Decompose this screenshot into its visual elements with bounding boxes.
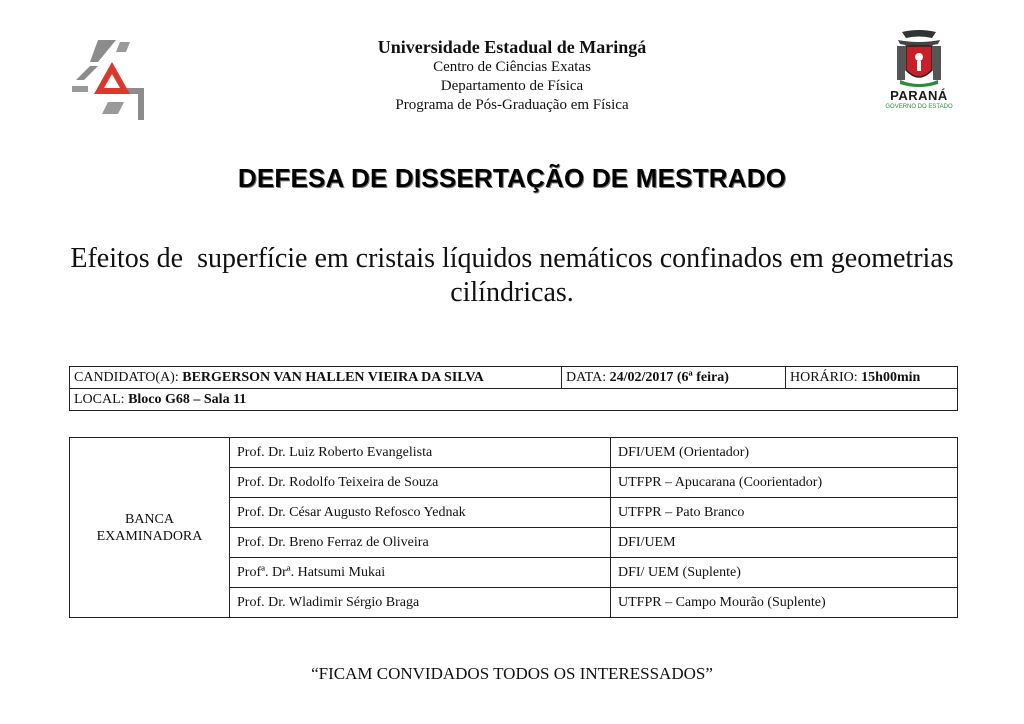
candidate-label: CANDIDATO(A): [74, 369, 179, 385]
invitation-text: “FICAM CONVIDADOS TODOS OS INTERESSADOS” [311, 664, 713, 683]
member-affiliation: UTFPR – Apucarana (Coorientador) [611, 468, 958, 498]
institution-header [300, 36, 724, 115]
committee-label-line1: BANCA [124, 511, 174, 527]
committee-label-line2: EXAMINADORA [96, 528, 203, 544]
member-affiliation: DFI/ UEM (Suplente) [611, 558, 958, 588]
location-value: Bloco G68 – Sala 11 [128, 391, 247, 407]
member-affiliation: DFI/UEM [611, 528, 958, 558]
page-title: DEFESA DE DISSERTAÇÃO DE MESTRADO [237, 163, 787, 193]
date-cell [562, 367, 786, 389]
member-name: Prof. Dr. Wladimir Sérgio Braga [230, 588, 611, 618]
member-name: Prof. Dr. Rodolfo Teixeira de Souza [230, 468, 611, 498]
committee-label [70, 438, 230, 618]
university-name: Universidade Estadual de Maringá [377, 37, 647, 57]
member-name: Prof. Dr. César Augusto Refosco Yednak [230, 498, 611, 528]
time-label: HORÁRIO: [790, 369, 858, 385]
date-value: 24/02/2017 (6ª feira) [609, 369, 729, 385]
parana-subtitle: GOVERNO DO ESTADO [885, 104, 953, 110]
info-row-location [70, 389, 958, 411]
time-value: 15h00min [861, 369, 921, 385]
member-name: Profª. Drª. Hatsumi Mukai [230, 558, 611, 588]
program-name: Programa de Pós-Graduação em Física [395, 97, 629, 113]
committee-table [69, 437, 958, 618]
candidate-cell [70, 367, 562, 389]
time-cell [786, 367, 958, 389]
candidate-name: BERGERSON VAN HALLEN VIEIRA DA SILVA [182, 369, 484, 385]
member-affiliation: UTFPR – Campo Mourão (Suplente) [611, 588, 958, 618]
location-cell [70, 389, 958, 411]
parana-name: PARANÁ [890, 88, 948, 103]
table-row [70, 438, 958, 468]
parana-logo [878, 30, 960, 122]
info-row-candidate [70, 367, 958, 389]
center-name: Centro de Ciências Exatas [433, 59, 591, 75]
member-name: Prof. Dr. Luiz Roberto Evangelista [230, 438, 611, 468]
parana-coat-of-arms-icon [894, 30, 944, 88]
member-name: Prof. Dr. Breno Ferraz de Oliveira [230, 528, 611, 558]
location-label: LOCAL: [74, 391, 125, 407]
defense-info-table [69, 366, 958, 411]
member-affiliation: UTFPR – Pato Branco [611, 498, 958, 528]
date-label: DATA: [566, 369, 607, 385]
member-affiliation: DFI/UEM (Orientador) [611, 438, 958, 468]
department-name: Departamento de Física [440, 78, 584, 94]
uem-logo-icon [68, 36, 152, 120]
thesis-title: Efeitos de superfície em cristais líquidos nemáticos confinados em geometrias cilíndricas. [70, 243, 961, 308]
